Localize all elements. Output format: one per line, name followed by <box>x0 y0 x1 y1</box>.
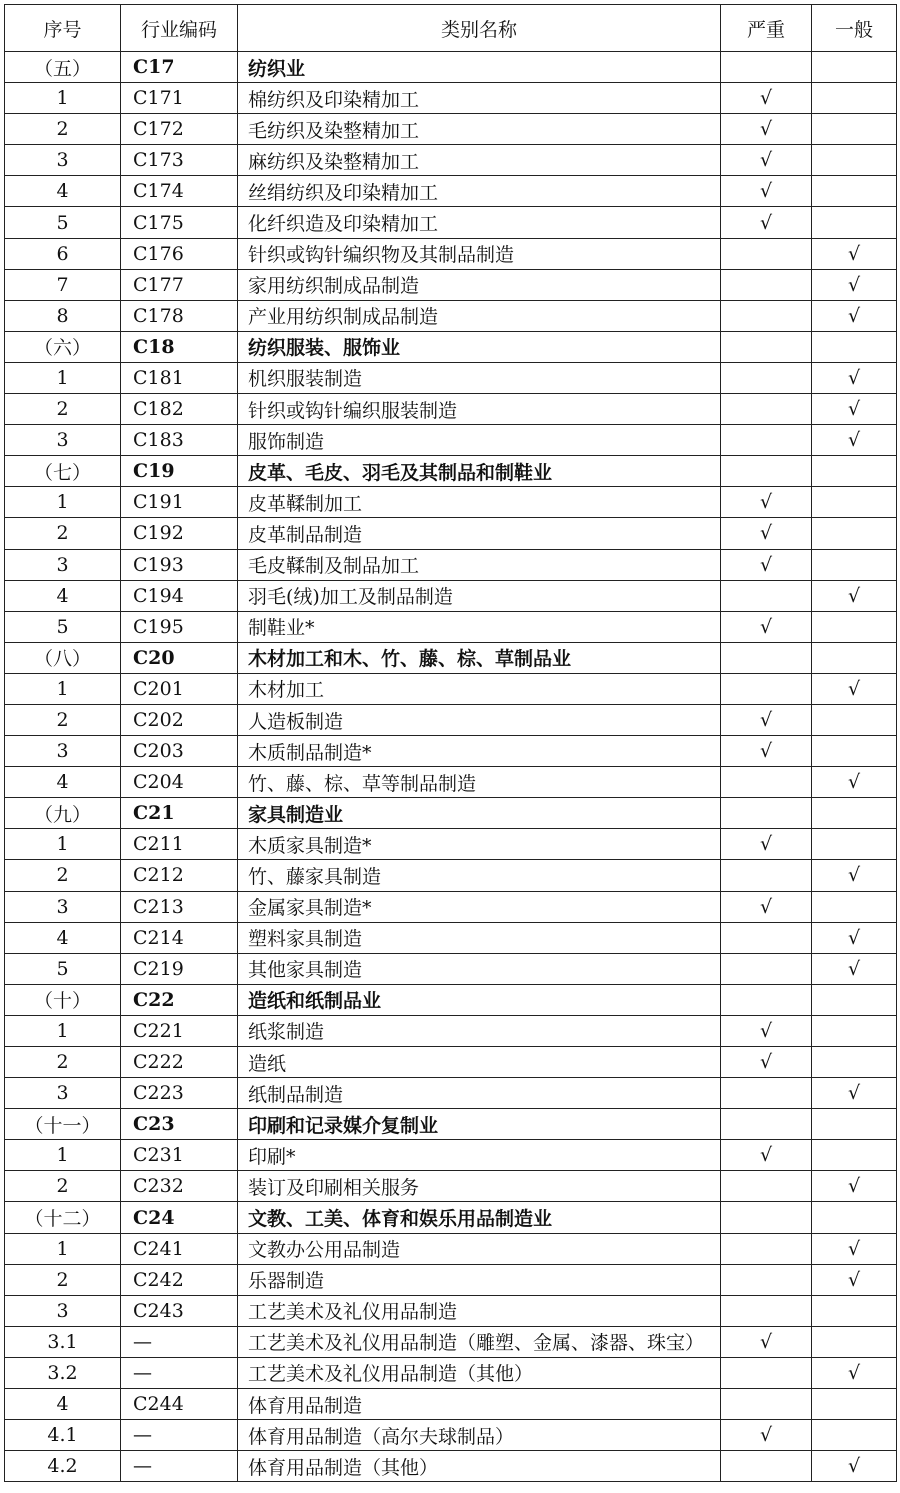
row-serious-mark <box>721 331 812 362</box>
row-seq: 1 <box>5 673 121 704</box>
row-seq: 5 <box>5 953 121 984</box>
row-name: 毛皮鞣制及制品加工 <box>238 549 721 580</box>
table-row <box>5 922 897 953</box>
row-serious-mark: √ <box>721 704 812 735</box>
row-serious-mark: √ <box>721 891 812 922</box>
row-serious-mark <box>721 1357 812 1388</box>
row-serious-mark: √ <box>721 518 812 549</box>
row-code: — <box>121 1451 238 1482</box>
row-seq: 2 <box>5 1171 121 1202</box>
row-general-mark: √ <box>812 300 897 331</box>
row-serious-mark <box>721 767 812 798</box>
row-general-mark: √ <box>812 269 897 300</box>
category-row <box>5 52 897 83</box>
row-code: C19 <box>121 456 238 487</box>
row-code: C219 <box>121 953 238 984</box>
row-name: 木质制品制造* <box>238 736 721 767</box>
industry-classification-table <box>4 4 897 1482</box>
row-serious-mark <box>721 394 812 425</box>
row-seq: 1 <box>5 362 121 393</box>
table-row <box>5 394 897 425</box>
row-name: 装订及印刷相关服务 <box>238 1171 721 1202</box>
row-name: 工艺美术及礼仪用品制造（其他） <box>238 1357 721 1388</box>
row-seq: 3 <box>5 549 121 580</box>
row-general-mark: √ <box>812 1357 897 1388</box>
row-general-mark <box>812 456 897 487</box>
row-code: C22 <box>121 984 238 1015</box>
table-row <box>5 425 897 456</box>
row-name: 造纸和纸制品业 <box>238 984 721 1015</box>
row-general-mark: √ <box>812 922 897 953</box>
row-serious-mark <box>721 300 812 331</box>
table-row <box>5 207 897 238</box>
table-row <box>5 549 897 580</box>
row-general-mark: √ <box>812 673 897 704</box>
table-row <box>5 736 897 767</box>
row-name: 制鞋业* <box>238 611 721 642</box>
row-serious-mark: √ <box>721 145 812 176</box>
row-seq: 3 <box>5 736 121 767</box>
row-seq: 4 <box>5 1389 121 1420</box>
row-seq: 3.2 <box>5 1357 121 1388</box>
row-general-mark: √ <box>812 1171 897 1202</box>
row-seq: （五） <box>5 52 121 83</box>
row-code: C17 <box>121 52 238 83</box>
row-serious-mark <box>721 1389 812 1420</box>
category-row <box>5 1109 897 1140</box>
row-serious-mark: √ <box>721 83 812 114</box>
row-seq: 4.1 <box>5 1420 121 1451</box>
row-seq: 4 <box>5 176 121 207</box>
row-code: C175 <box>121 207 238 238</box>
table-row <box>5 176 897 207</box>
table-row <box>5 829 897 860</box>
row-serious-mark <box>721 1233 812 1264</box>
row-serious-mark <box>721 1264 812 1295</box>
row-serious-mark: √ <box>721 207 812 238</box>
row-general-mark: √ <box>812 860 897 891</box>
row-general-mark <box>812 1326 897 1357</box>
table-row <box>5 1451 897 1482</box>
table-row <box>5 1420 897 1451</box>
row-general-mark <box>812 611 897 642</box>
row-name: 机织服装制造 <box>238 362 721 393</box>
row-general-mark <box>812 207 897 238</box>
row-serious-mark: √ <box>721 1015 812 1046</box>
table-row <box>5 238 897 269</box>
row-general-mark: √ <box>812 394 897 425</box>
row-general-mark <box>812 1295 897 1326</box>
row-general-mark <box>812 52 897 83</box>
row-serious-mark: √ <box>721 1047 812 1078</box>
row-general-mark <box>812 1420 897 1451</box>
row-name: 麻纺织及染整精加工 <box>238 145 721 176</box>
row-general-mark <box>812 518 897 549</box>
row-name: 皮革鞣制加工 <box>238 487 721 518</box>
row-code: C177 <box>121 269 238 300</box>
header-code: 行业编码 <box>121 5 238 52</box>
row-code: C195 <box>121 611 238 642</box>
row-seq: （七） <box>5 456 121 487</box>
row-serious-mark: √ <box>721 114 812 145</box>
row-seq: 2 <box>5 1047 121 1078</box>
row-code: C192 <box>121 518 238 549</box>
row-serious-mark <box>721 1078 812 1109</box>
row-code: C202 <box>121 704 238 735</box>
row-general-mark: √ <box>812 425 897 456</box>
row-serious-mark <box>721 984 812 1015</box>
row-name: 造纸 <box>238 1047 721 1078</box>
row-general-mark <box>812 176 897 207</box>
header-row <box>5 5 897 52</box>
row-general-mark: √ <box>812 238 897 269</box>
row-code: C243 <box>121 1295 238 1326</box>
row-serious-mark <box>721 362 812 393</box>
row-serious-mark: √ <box>721 829 812 860</box>
row-seq: 3 <box>5 425 121 456</box>
table-row <box>5 1357 897 1388</box>
row-name: 木材加工 <box>238 673 721 704</box>
row-name: 棉纺织及印染精加工 <box>238 83 721 114</box>
category-row <box>5 642 897 673</box>
table-body <box>5 52 897 1482</box>
row-name: 家具制造业 <box>238 798 721 829</box>
row-seq: 2 <box>5 1264 121 1295</box>
row-seq: 2 <box>5 518 121 549</box>
table-row <box>5 1047 897 1078</box>
table-row <box>5 114 897 145</box>
row-serious-mark <box>721 456 812 487</box>
row-name: 乐器制造 <box>238 1264 721 1295</box>
row-seq: 4.2 <box>5 1451 121 1482</box>
row-seq: 1 <box>5 487 121 518</box>
table-row <box>5 1295 897 1326</box>
row-code: C174 <box>121 176 238 207</box>
row-serious-mark <box>721 580 812 611</box>
category-row <box>5 984 897 1015</box>
row-seq: （八） <box>5 642 121 673</box>
row-serious-mark <box>721 642 812 673</box>
row-general-mark <box>812 145 897 176</box>
table-row <box>5 611 897 642</box>
row-general-mark <box>812 83 897 114</box>
row-seq: 1 <box>5 1233 121 1264</box>
table-row <box>5 673 897 704</box>
row-serious-mark <box>721 52 812 83</box>
row-name: 毛纺织及染整精加工 <box>238 114 721 145</box>
row-name: 木材加工和木、竹、藤、棕、草制品业 <box>238 642 721 673</box>
row-serious-mark <box>721 1171 812 1202</box>
row-general-mark <box>812 704 897 735</box>
row-code: — <box>121 1420 238 1451</box>
row-serious-mark <box>721 1451 812 1482</box>
row-general-mark <box>812 487 897 518</box>
row-name: 产业用纺织制成品制造 <box>238 300 721 331</box>
row-seq: （十） <box>5 984 121 1015</box>
row-general-mark: √ <box>812 953 897 984</box>
row-seq: 2 <box>5 114 121 145</box>
row-name: 工艺美术及礼仪用品制造 <box>238 1295 721 1326</box>
row-code: C21 <box>121 798 238 829</box>
row-seq: 3 <box>5 1295 121 1326</box>
row-serious-mark <box>721 1109 812 1140</box>
row-code: C201 <box>121 673 238 704</box>
row-code: — <box>121 1357 238 1388</box>
row-name: 人造板制造 <box>238 704 721 735</box>
row-general-mark: √ <box>812 362 897 393</box>
row-name: 针织或钩针编织物及其制品制造 <box>238 238 721 269</box>
row-seq: 4 <box>5 580 121 611</box>
row-name: 工艺美术及礼仪用品制造（雕塑、金属、漆器、珠宝） <box>238 1326 721 1357</box>
row-serious-mark <box>721 953 812 984</box>
row-serious-mark <box>721 238 812 269</box>
row-name: 竹、藤家具制造 <box>238 860 721 891</box>
row-code: C178 <box>121 300 238 331</box>
row-name: 化纤织造及印染精加工 <box>238 207 721 238</box>
row-code: C212 <box>121 860 238 891</box>
table-row <box>5 1015 897 1046</box>
row-name: 印刷* <box>238 1140 721 1171</box>
row-name: 纸浆制造 <box>238 1015 721 1046</box>
table-row <box>5 1078 897 1109</box>
row-code: C204 <box>121 767 238 798</box>
row-serious-mark: √ <box>721 1420 812 1451</box>
row-code: C231 <box>121 1140 238 1171</box>
row-seq: （九） <box>5 798 121 829</box>
row-code: C223 <box>121 1078 238 1109</box>
table-row <box>5 1171 897 1202</box>
row-general-mark: √ <box>812 1078 897 1109</box>
row-serious-mark: √ <box>721 487 812 518</box>
row-serious-mark <box>721 798 812 829</box>
row-name: 体育用品制造（其他） <box>238 1451 721 1482</box>
table-row <box>5 145 897 176</box>
row-serious-mark <box>721 860 812 891</box>
row-code: — <box>121 1326 238 1357</box>
row-general-mark <box>812 1047 897 1078</box>
row-code: C176 <box>121 238 238 269</box>
table-row <box>5 860 897 891</box>
row-seq: （六） <box>5 331 121 362</box>
table-row <box>5 1389 897 1420</box>
row-name: 纸制品制造 <box>238 1078 721 1109</box>
row-name: 体育用品制造 <box>238 1389 721 1420</box>
row-general-mark <box>812 829 897 860</box>
row-seq: （十一） <box>5 1109 121 1140</box>
row-code: C171 <box>121 83 238 114</box>
row-code: C24 <box>121 1202 238 1233</box>
row-seq: 1 <box>5 83 121 114</box>
row-general-mark <box>812 891 897 922</box>
category-row <box>5 331 897 362</box>
row-code: C18 <box>121 331 238 362</box>
category-row <box>5 798 897 829</box>
table-row <box>5 518 897 549</box>
row-name: 皮革制品制造 <box>238 518 721 549</box>
row-serious-mark: √ <box>721 736 812 767</box>
row-general-mark <box>812 1389 897 1420</box>
row-name: 塑料家具制造 <box>238 922 721 953</box>
row-seq: 3.1 <box>5 1326 121 1357</box>
row-general-mark <box>812 1140 897 1171</box>
row-code: C244 <box>121 1389 238 1420</box>
row-code: C181 <box>121 362 238 393</box>
row-code: C182 <box>121 394 238 425</box>
row-code: C23 <box>121 1109 238 1140</box>
row-seq: 2 <box>5 860 121 891</box>
row-general-mark <box>812 114 897 145</box>
row-name: 纺织服装、服饰业 <box>238 331 721 362</box>
row-code: C214 <box>121 922 238 953</box>
row-seq: 1 <box>5 1015 121 1046</box>
header-name: 类别名称 <box>238 5 721 52</box>
row-general-mark <box>812 331 897 362</box>
row-serious-mark: √ <box>721 549 812 580</box>
row-general-mark <box>812 736 897 767</box>
row-code: C173 <box>121 145 238 176</box>
table-row <box>5 891 897 922</box>
category-row <box>5 456 897 487</box>
row-name: 竹、藤、棕、草等制品制造 <box>238 767 721 798</box>
row-name: 针织或钩针编织服装制造 <box>238 394 721 425</box>
row-code: C241 <box>121 1233 238 1264</box>
table-row <box>5 83 897 114</box>
row-general-mark: √ <box>812 1264 897 1295</box>
row-name: 丝绢纺织及印染精加工 <box>238 176 721 207</box>
table-row <box>5 953 897 984</box>
row-serious-mark: √ <box>721 1140 812 1171</box>
row-code: C203 <box>121 736 238 767</box>
row-code: C213 <box>121 891 238 922</box>
row-general-mark <box>812 1015 897 1046</box>
table-row <box>5 1264 897 1295</box>
row-seq: 2 <box>5 394 121 425</box>
row-code: C20 <box>121 642 238 673</box>
header-serious: 严重 <box>721 5 812 52</box>
row-seq: 3 <box>5 145 121 176</box>
row-general-mark <box>812 1109 897 1140</box>
row-seq: 5 <box>5 611 121 642</box>
row-serious-mark: √ <box>721 1326 812 1357</box>
row-seq: 2 <box>5 704 121 735</box>
row-general-mark: √ <box>812 767 897 798</box>
header-general: 一般 <box>812 5 897 52</box>
row-seq: 8 <box>5 300 121 331</box>
row-name: 纺织业 <box>238 52 721 83</box>
row-seq: 4 <box>5 922 121 953</box>
row-name: 家用纺织制成品制造 <box>238 269 721 300</box>
table-row <box>5 362 897 393</box>
row-seq: （十二） <box>5 1202 121 1233</box>
row-name: 羽毛(绒)加工及制品制造 <box>238 580 721 611</box>
row-name: 金属家具制造* <box>238 891 721 922</box>
row-general-mark: √ <box>812 1233 897 1264</box>
row-general-mark <box>812 642 897 673</box>
row-code: C242 <box>121 1264 238 1295</box>
row-seq: 1 <box>5 1140 121 1171</box>
row-serious-mark <box>721 425 812 456</box>
table-row <box>5 704 897 735</box>
row-name: 文教办公用品制造 <box>238 1233 721 1264</box>
row-serious-mark: √ <box>721 176 812 207</box>
row-seq: 1 <box>5 829 121 860</box>
row-seq: 3 <box>5 1078 121 1109</box>
row-general-mark <box>812 1202 897 1233</box>
row-name: 印刷和记录媒介复制业 <box>238 1109 721 1140</box>
table-row <box>5 767 897 798</box>
row-general-mark: √ <box>812 1451 897 1482</box>
table-row <box>5 300 897 331</box>
row-name: 文教、工美、体育和娱乐用品制造业 <box>238 1202 721 1233</box>
row-code: C222 <box>121 1047 238 1078</box>
row-general-mark <box>812 984 897 1015</box>
row-serious-mark <box>721 269 812 300</box>
row-code: C193 <box>121 549 238 580</box>
row-seq: 5 <box>5 207 121 238</box>
row-name: 皮革、毛皮、羽毛及其制品和制鞋业 <box>238 456 721 487</box>
row-code: C211 <box>121 829 238 860</box>
row-name: 其他家具制造 <box>238 953 721 984</box>
table-row <box>5 269 897 300</box>
row-code: C232 <box>121 1171 238 1202</box>
row-name: 木质家具制造* <box>238 829 721 860</box>
table-row <box>5 487 897 518</box>
row-general-mark <box>812 798 897 829</box>
row-general-mark <box>812 549 897 580</box>
table-header <box>5 5 897 52</box>
row-seq: 7 <box>5 269 121 300</box>
table-row <box>5 1326 897 1357</box>
table-row <box>5 1140 897 1171</box>
row-code: C172 <box>121 114 238 145</box>
row-name: 体育用品制造（高尔夫球制品） <box>238 1420 721 1451</box>
table-row <box>5 580 897 611</box>
row-seq: 4 <box>5 767 121 798</box>
row-serious-mark <box>721 1295 812 1326</box>
row-code: C221 <box>121 1015 238 1046</box>
row-serious-mark <box>721 922 812 953</box>
row-general-mark: √ <box>812 580 897 611</box>
row-serious-mark <box>721 673 812 704</box>
table-row <box>5 1233 897 1264</box>
header-seq: 序号 <box>5 5 121 52</box>
row-code: C183 <box>121 425 238 456</box>
row-name: 服饰制造 <box>238 425 721 456</box>
row-seq: 3 <box>5 891 121 922</box>
row-serious-mark: √ <box>721 611 812 642</box>
category-row <box>5 1202 897 1233</box>
row-serious-mark <box>721 1202 812 1233</box>
row-code: C191 <box>121 487 238 518</box>
row-code: C194 <box>121 580 238 611</box>
row-seq: 6 <box>5 238 121 269</box>
